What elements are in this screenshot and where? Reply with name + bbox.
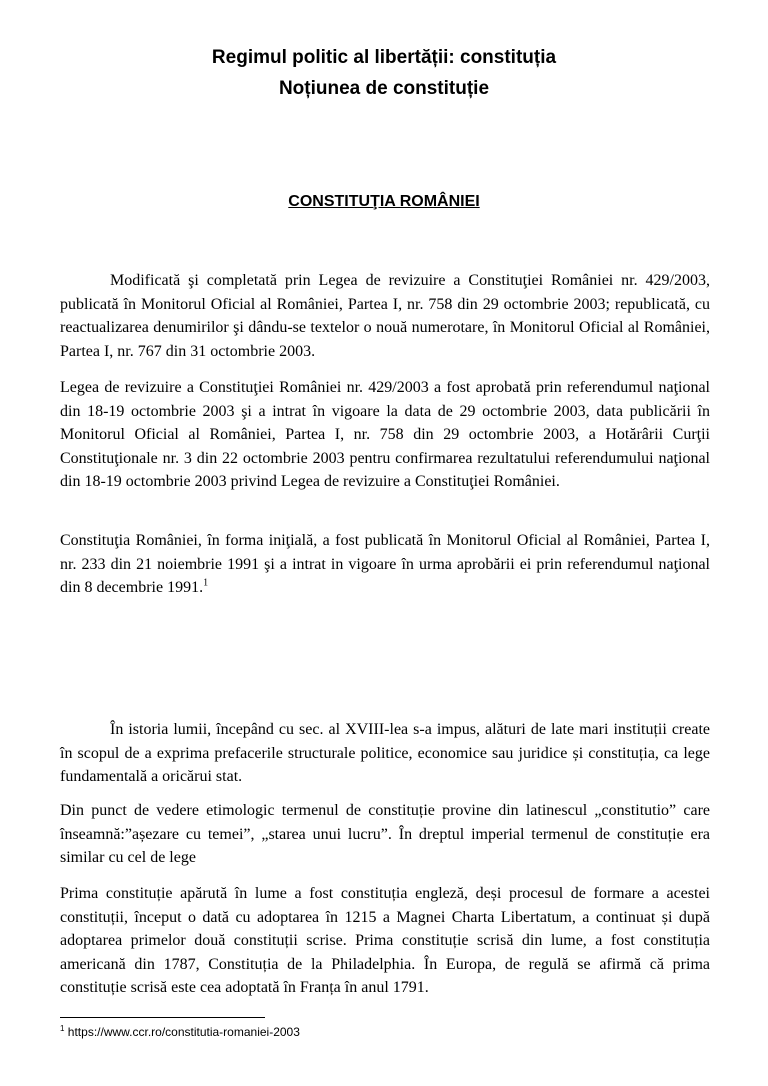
footnote-link[interactable]: https://www.ccr.ro/constitutia-romaniei-2003	[67, 1025, 300, 1039]
footnote-separator	[60, 1017, 265, 1018]
section-heading: CONSTITUŢIA ROMÂNIEI	[288, 193, 480, 210]
footnote-number: 1	[60, 1024, 65, 1033]
page-title-line2: Noțiunea de constituție	[278, 78, 490, 99]
paragraph-initial-form-text: Constituţia României, în forma iniţială, a fost publicată în Monitorul Oficial al României, Partea I, nr. 233 din 21 noiembrie 1991 şi a intrat in vigoare în urma aprobării ei prin referendumul naţional din 8 decembrie 1991.	[60, 532, 710, 596]
paragraph-first-constitution: Prima constituție apărută în lume a fost constituția engleză, deși procesul de formare a acestei constituții, început o dată cu adoptarea în 1215 a Magnei Charta Libertatum, a continuat și după adoptarea primelor două constituții scrise. Prima constituție scrisă din lume, a fost constituția americană din 1787, Constituția de la Philadelphia. În Europa, de regulă se afirmă că prima constituție scrisă este cea adoptată în Franța în anul 1791.	[60, 885, 710, 996]
paragraph-initial-form	[60, 529, 710, 600]
page-title-line1: Regimul politic al libertății: constituția	[211, 47, 557, 68]
footnote-reference[interactable]: 1	[203, 577, 209, 589]
paragraph-revision-note: Modificată şi completată prin Legea de revizuire a Constituţiei României nr. 429/2003, publicată în Monitorul Oficial al României, Partea I, nr. 758 din 29 octombrie 2003; republicată, cu reactualizarea denumirilor şi dându-se textelor o nouă numerotare, în Monitorul Oficial al României, Partea I, nr. 767 din 31 octombrie 2003.	[60, 272, 710, 360]
paragraph-revision-law: Legea de revizuire a Constituţiei României nr. 429/2003 a fost aprobată prin referendumul naţional din 18-19 octombrie 2003 şi a intrat în vigoare la data de 29 octombrie 2003, data publicării în Monitorul Oficial al României, Partea I, nr. 758 din 29 octombrie 2003, a Hotărârii Curţii Constituţionale nr. 3 din 22 octombrie 2003 pentru confirmarea rezultatului referendumului naţional din 18-19 octombrie 2003 privind Legea de revizuire a Constituţiei României.	[60, 379, 710, 490]
paragraph-history: În istoria lumii, începând cu sec. al XVIII-lea s-a impus, alături de late mari instituții create în scopul de a exprima prefacerile structurale politice, economice sau juridice și constituția, ca lege fundamentală a oricărui stat.	[60, 721, 710, 785]
paragraph-etymology: Din punct de vedere etimologic termenul de constituție provine din latinescul „constitutio” care înseamnă:”așezare cu temei”, „starea unui lucru”. În dreptul imperial termenul de constituție era similar cu cel de lege	[60, 802, 710, 866]
footnote	[60, 1024, 300, 1040]
